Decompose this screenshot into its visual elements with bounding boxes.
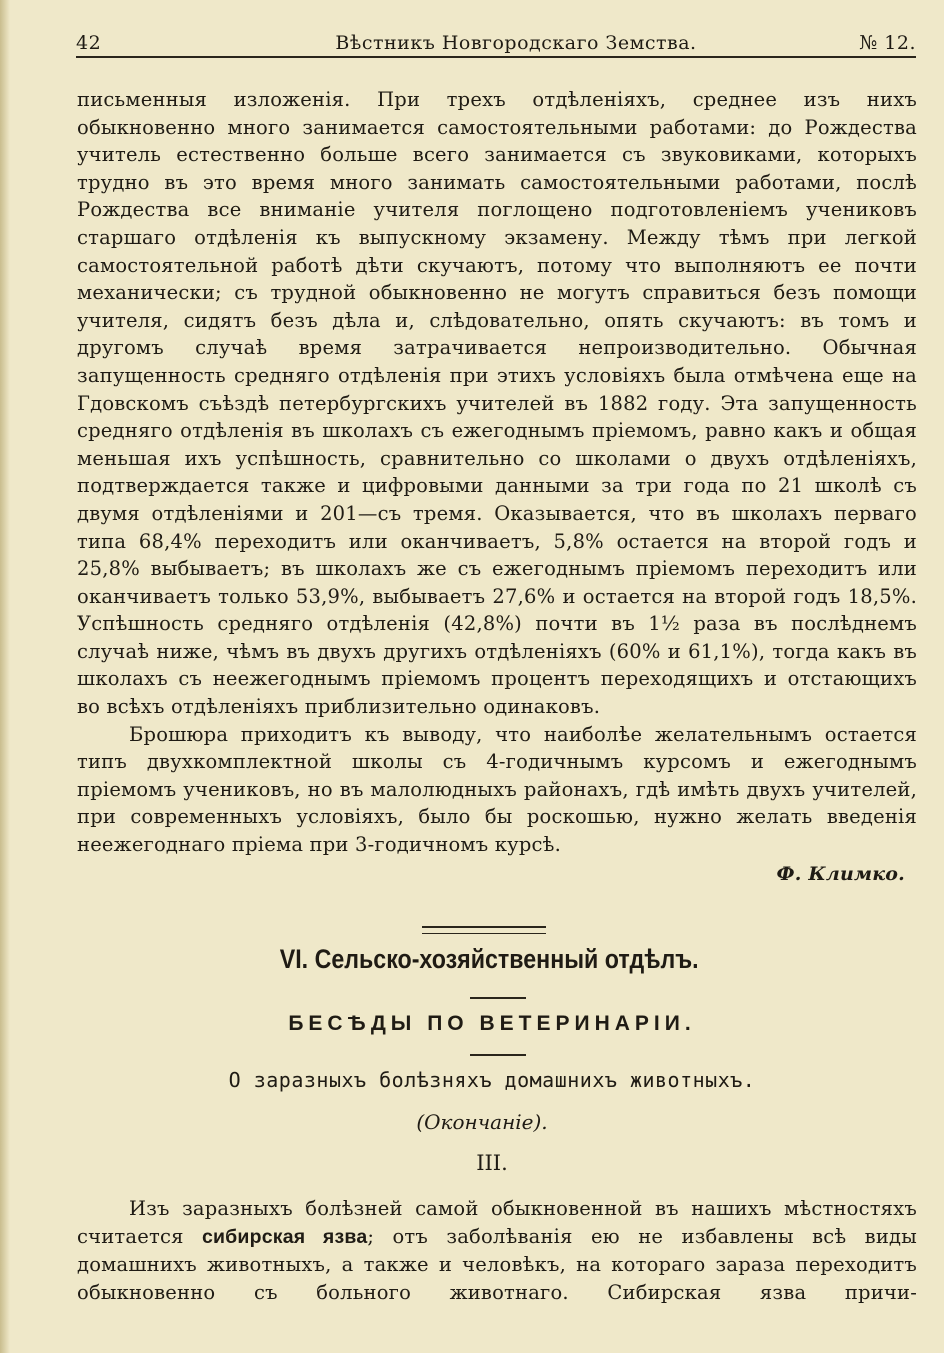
title-divider — [470, 997, 526, 999]
author-signature: Ф. Климко. — [776, 862, 905, 885]
article-body — [77, 1195, 917, 1306]
page-number: 42 — [76, 32, 102, 54]
continuation-note: (Окончаніе). — [416, 1110, 548, 1134]
part-number: III. — [476, 1151, 508, 1175]
article-title: О заразныхъ болѣзняхъ домашнихъ животныхъ. — [228, 1068, 756, 1092]
section-divider — [422, 926, 546, 934]
header-rule — [76, 56, 916, 58]
subsection-title: БЕСѢДЫ ПО ВЕТЕРИНАРІИ. — [288, 1012, 696, 1035]
paragraph-rest: ; отъ заболѣванія ею не избавлены всѣ виды домашнихъ животныхъ, а также и человѣкъ, на котораго зараза переходитъ обыкновенно съ больного животнаго. Сибирская язва причи- — [77, 1224, 917, 1304]
paragraph: письменныя изложенія. При трехъ отдѣленіяхъ, среднее изъ нихъ обыкновенно много занимается самостоятельными работами: до Рождества учитель естественно больше всего занимается съ звуковиками, которыхъ трудно въ это время много занимать самостоятельными работами, послѣ Рождества все вниманіе учителя поглощено подготовленіемъ учениковъ старшаго отдѣленія къ выпускному экзамену. Между тѣмъ при легкой самостоятельной работѣ дѣти скучаютъ, потому что выполняютъ ее почти механически; съ трудной обыкновенно не могутъ справиться безъ помощи учителя, сидятъ безъ дѣла и, слѣдовательно, опять скучаютъ: въ томъ и другомъ случаѣ время затрачивается непроизводительно. Обычная запущенность средняго отдѣленія при этихъ условіяхъ была отмѣчена еще на Гдовскомъ съѣздѣ петербургскихъ учителей въ 1882 году. Эта запущенность средняго отдѣленія въ школахъ съ ежегоднымъ пріемомъ, равно какъ и общая меньшая ихъ успѣшность, сравнительно со школами о двухъ отдѣленіяхъ, подтверждается также и цифровыми данными за три года по 21 школѣ съ двумя отдѣленіями и 201—съ тремя. Оказывается, что въ школахъ перваго типа 68,4% переходитъ или оканчиваетъ, 5,8% остается на второй годъ и 25,8% выбываетъ; въ школахъ же съ ежегоднымъ пріемомъ переходитъ или оканчиваетъ только 53,9%, выбываетъ 27,6% и остается на второй годъ 18,5%. Успѣшность средняго отдѣленія (42,8%) почти въ 1½ раза въ послѣднемъ случаѣ ниже, чѣмъ въ двухъ другихъ отдѣленіяхъ (60% и 61,1%), тогда какъ въ школахъ съ неежегоднымъ пріемомъ процентъ переходящихъ и отстающихъ во всѣхъ отдѣленіяхъ приблизительно одинаковъ. — [77, 88, 917, 719]
emphasized-term: сибирская язва — [201, 1225, 368, 1248]
paragraph — [77, 1195, 917, 1306]
paragraph-start: Изъ заразныхъ болѣзней самой обыкновенной въ нашихъ мѣстностяхъ считается — [77, 1197, 917, 1248]
journal-title: Вѣстникъ Новгородскаго Земства. — [335, 32, 697, 54]
subsection-divider — [470, 1054, 526, 1056]
section-title: VI. Сельско-хозяйственный отдѣлъ. — [279, 944, 699, 974]
running-header — [76, 26, 916, 58]
paragraph: Брошюра приходитъ къ выводу, что наиболѣе желательнымъ остается типъ двухкомплектной школы съ 4-годичнымъ курсомъ и ежегоднымъ пріемомъ учениковъ, но въ малолюдныхъ районахъ, гдѣ имѣть двухъ учителей, при современныхъ условіяхъ, было бы роскошью, нужно желать введенія неежегоднаго пріема при 3-годичномъ курсѣ. — [77, 722, 917, 857]
article-end-text — [77, 86, 917, 888]
issue-number: № 12. — [859, 32, 916, 54]
